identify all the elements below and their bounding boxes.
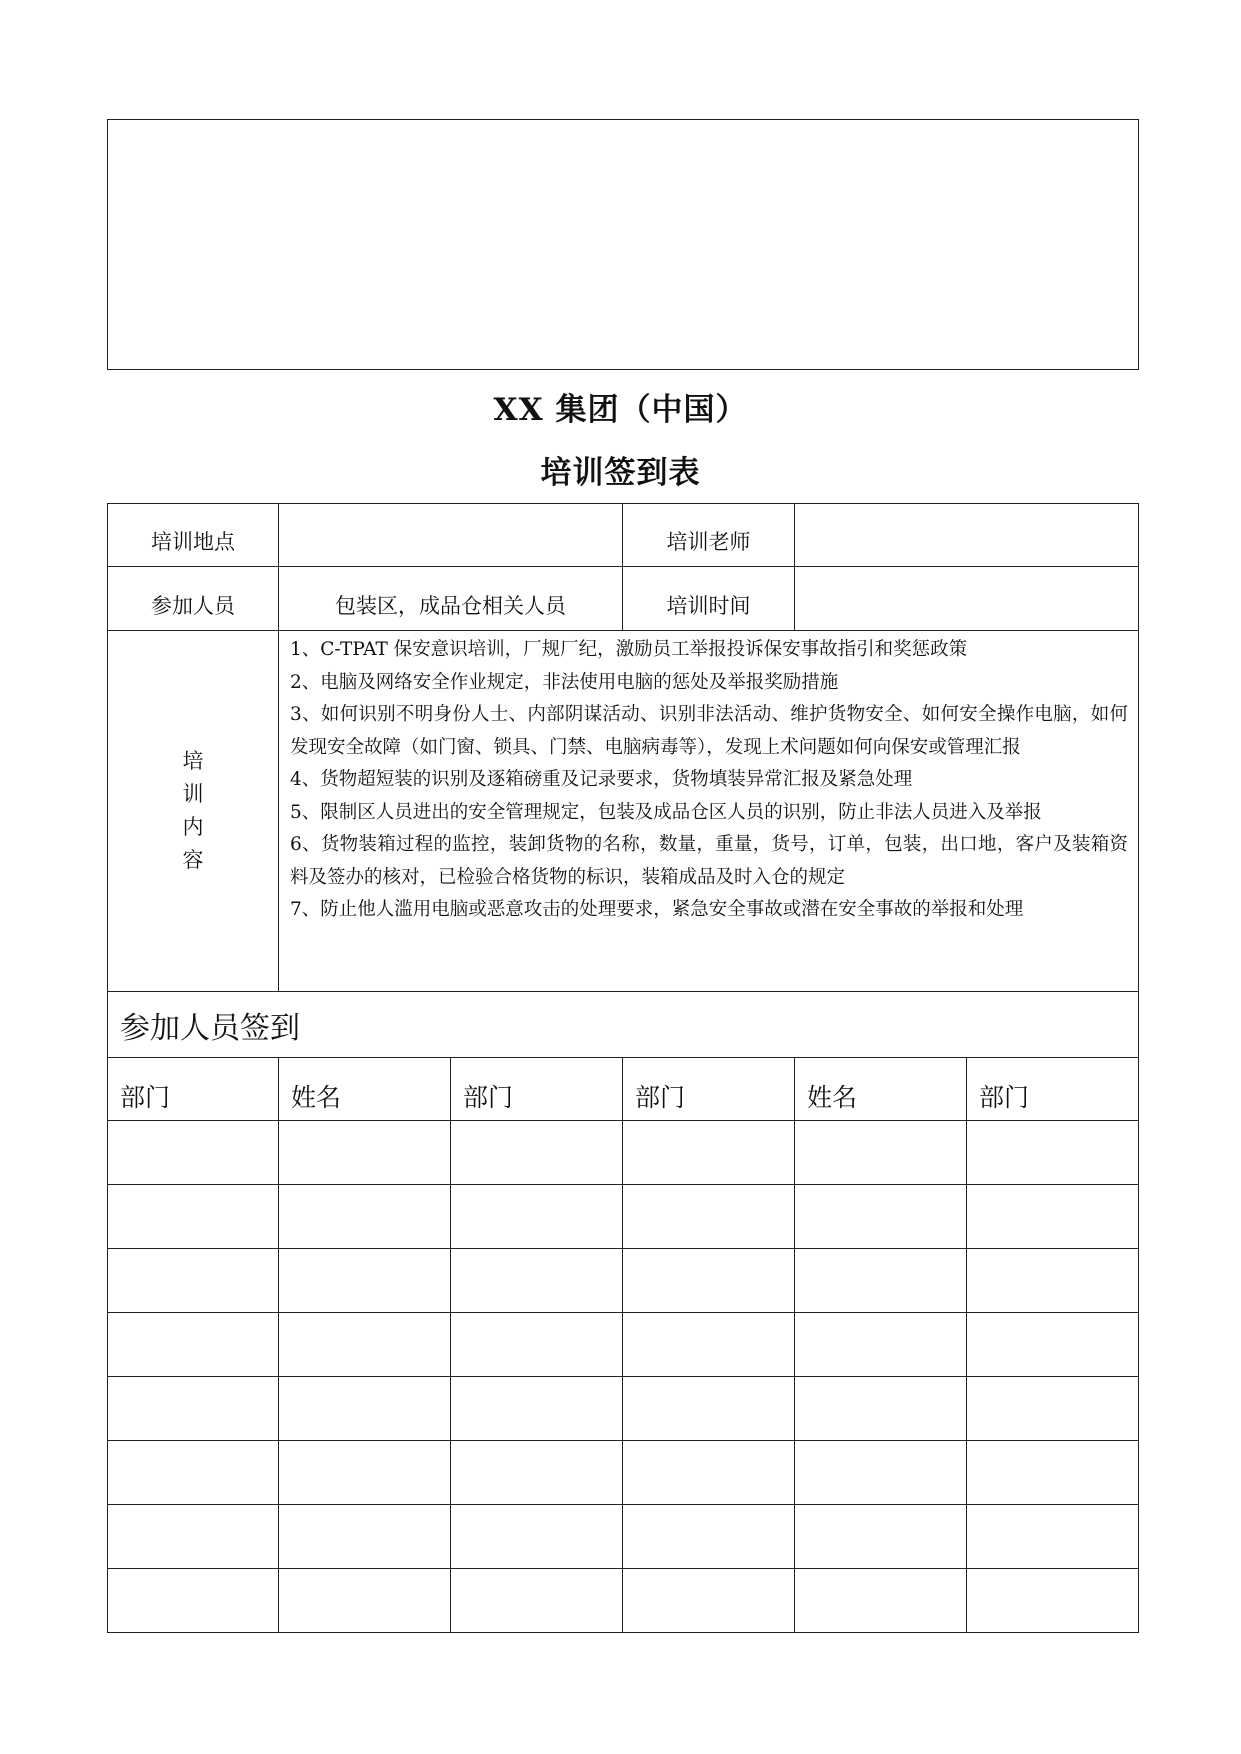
signin-cell[interactable]: [966, 1184, 1139, 1249]
signin-cell[interactable]: [278, 1312, 451, 1377]
signin-cell[interactable]: [622, 1184, 795, 1249]
column-header-department: 部门: [450, 1057, 623, 1121]
signin-cell[interactable]: [794, 1504, 967, 1569]
signin-cell[interactable]: [450, 1248, 623, 1313]
signin-cell[interactable]: [794, 1120, 967, 1185]
time-field[interactable]: [794, 566, 1139, 631]
signin-cell[interactable]: [966, 1376, 1139, 1441]
content-label: [107, 630, 279, 992]
signin-cell[interactable]: [450, 1568, 623, 1633]
content-label-char: 培: [182, 749, 204, 773]
signin-cell[interactable]: [107, 1440, 279, 1505]
signin-cell[interactable]: [966, 1440, 1139, 1505]
signin-cell[interactable]: [794, 1184, 967, 1249]
signin-cell[interactable]: [107, 1376, 279, 1441]
signin-cell[interactable]: [278, 1120, 451, 1185]
signin-cell[interactable]: [622, 1568, 795, 1633]
signin-cell[interactable]: [450, 1312, 623, 1377]
teacher-label: 培训老师: [622, 503, 795, 567]
content-label-char: 内: [182, 815, 204, 839]
column-header-name: 姓名: [794, 1057, 967, 1121]
signin-cell[interactable]: [622, 1120, 795, 1185]
content-item: 1、C-TPAT 保安意识培训，厂规厂纪，激励员工举报投诉保安事故指引和奖惩政策: [290, 639, 968, 660]
signin-cell[interactable]: [622, 1504, 795, 1569]
column-header-department: 部门: [622, 1057, 795, 1121]
signin-cell[interactable]: [278, 1504, 451, 1569]
header-blank-box: [107, 119, 1139, 370]
signin-cell[interactable]: [966, 1248, 1139, 1313]
column-header-department: 部门: [107, 1057, 279, 1121]
content-item: 2、电脑及网络安全作业规定，非法使用电脑的惩处及举报奖励措施: [290, 671, 839, 693]
content-label-char: 容: [182, 848, 204, 872]
content-list: [278, 630, 1139, 992]
signin-heading: 参加人员签到: [107, 991, 1139, 1058]
time-label: 培训时间: [622, 566, 795, 631]
signin-cell[interactable]: [794, 1376, 967, 1441]
signin-cell[interactable]: [107, 1568, 279, 1633]
signin-cell[interactable]: [107, 1248, 279, 1313]
signin-cell[interactable]: [278, 1248, 451, 1313]
signin-cell[interactable]: [966, 1120, 1139, 1185]
signin-cell[interactable]: [450, 1120, 623, 1185]
signin-cell[interactable]: [794, 1440, 967, 1505]
signin-cell[interactable]: [794, 1312, 967, 1377]
signin-cell[interactable]: [966, 1312, 1139, 1377]
signin-cell[interactable]: [794, 1568, 967, 1633]
participants-label: 参加人员: [107, 566, 279, 631]
company-title: XX 集团（中国）: [493, 392, 748, 428]
signin-cell[interactable]: [278, 1376, 451, 1441]
location-field[interactable]: [278, 503, 623, 567]
location-label: 培训地点: [107, 503, 279, 567]
signin-cell[interactable]: [278, 1440, 451, 1505]
content-item: 6、货物装箱过程的监控，装卸货物的名称，数量，重量，货号，订单，包装，出口地，客户及装箱资料及签办的核对，已检验合格货物的标识，装箱成品及时入仓的规定: [290, 834, 1128, 888]
signin-cell[interactable]: [794, 1248, 967, 1313]
signin-cell[interactable]: [966, 1504, 1139, 1569]
signin-cell[interactable]: [450, 1376, 623, 1441]
content-item: 5、限制区人员进出的安全管理规定，包装及成品仓区人员的识别，防止非法人员进入及举报: [290, 801, 1042, 823]
column-header-department: 部门: [966, 1057, 1139, 1121]
form-title: 培训签到表: [540, 455, 701, 491]
content-item: 4、货物超短装的识别及逐箱磅重及记录要求，货物填装异常汇报及紧急处理: [290, 769, 913, 790]
signin-cell[interactable]: [107, 1312, 279, 1377]
column-header-name: 姓名: [278, 1057, 451, 1121]
signin-cell[interactable]: [622, 1376, 795, 1441]
signin-cell[interactable]: [278, 1568, 451, 1633]
signin-cell[interactable]: [107, 1504, 279, 1569]
sign-in-form: [107, 503, 1139, 1634]
signin-cell[interactable]: [966, 1568, 1139, 1633]
signin-cell[interactable]: [450, 1184, 623, 1249]
participants-field[interactable]: 包装区，成品仓相关人员: [278, 566, 623, 631]
signin-cell[interactable]: [107, 1184, 279, 1249]
content-label-char: 训: [182, 782, 204, 806]
content-item: 7、防止他人滥用电脑或恶意攻击的处理要求，紧急安全事故或潜在安全事故的举报和处理: [290, 899, 1024, 920]
signin-cell[interactable]: [450, 1440, 623, 1505]
content-item: 3、如何识别不明身份人士、内部阴谋活动、识别非法活动、维护货物安全、如何安全操作电脑，如何发现安全故障（如门窗、锁具、门禁、电脑病毒等），发现上术问题如何向保安或管理汇报: [290, 704, 1128, 758]
teacher-field[interactable]: [794, 503, 1139, 567]
signin-cell[interactable]: [450, 1504, 623, 1569]
signin-cell[interactable]: [622, 1312, 795, 1377]
signin-cell[interactable]: [278, 1184, 451, 1249]
signin-cell[interactable]: [622, 1440, 795, 1505]
signin-cell[interactable]: [622, 1248, 795, 1313]
signin-cell[interactable]: [107, 1120, 279, 1185]
